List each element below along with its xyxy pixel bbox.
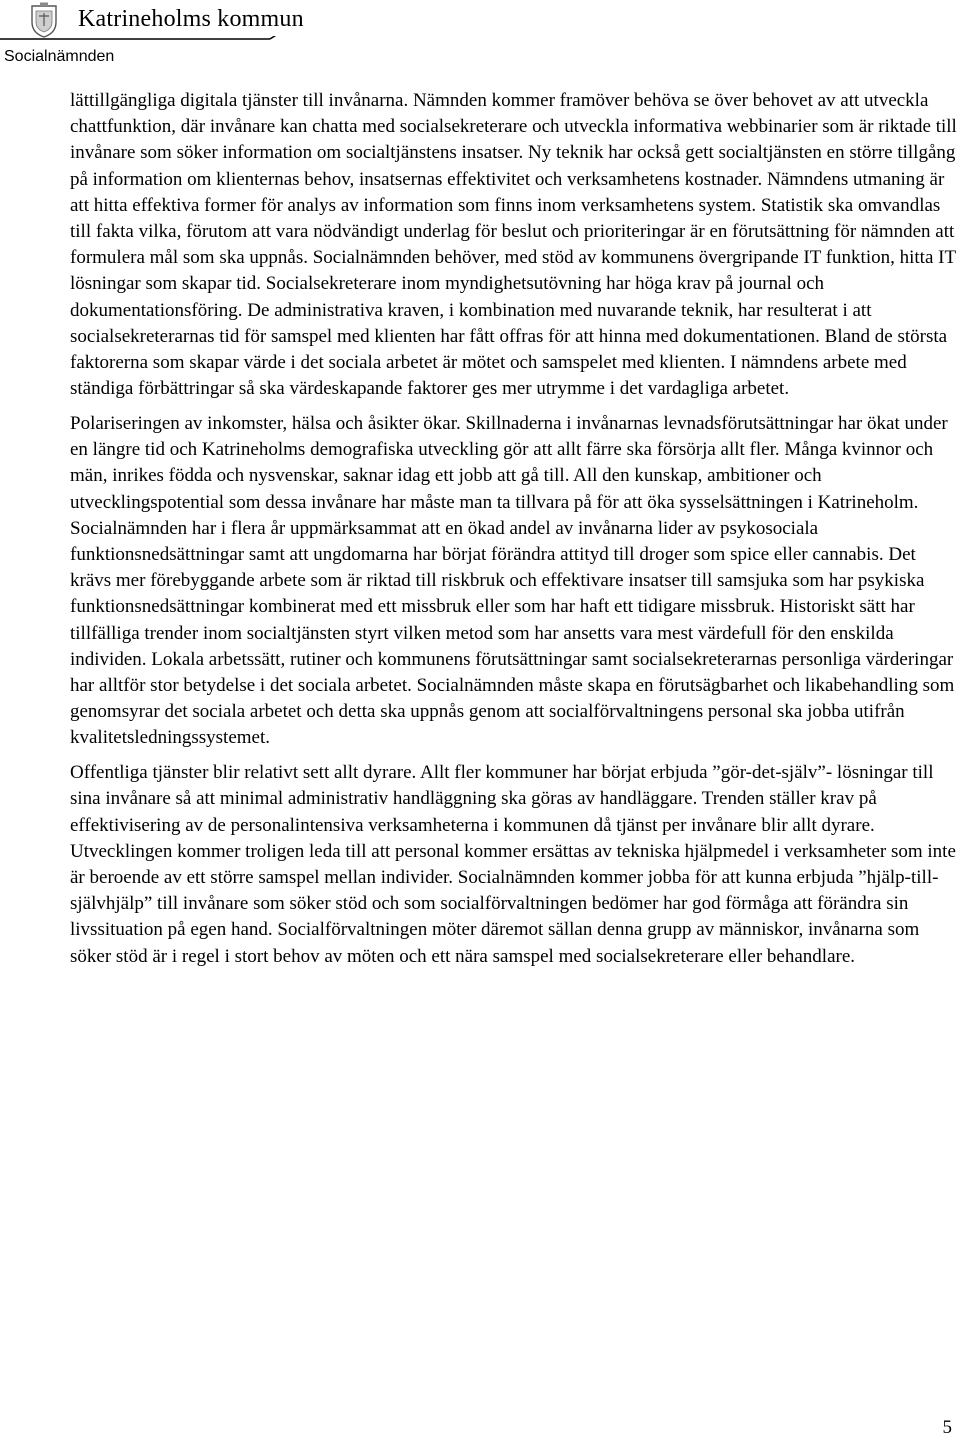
document-body	[70, 88, 960, 978]
department-name: Socialnämnden	[4, 48, 115, 65]
organization-name: Katrineholms kommun	[78, 6, 304, 32]
paragraph: lättillgängliga digitala tjänster till invånarna. Nämnden kommer framöver behöva se över behovet av att utveckla chattfunktion, där invånare kan chatta med socialsekreterare och utveckla informativa webbinarier som är riktade till invånare som söker information om socialtjänstens insatser. Ny teknik har också gett socialtjänsten en större tillgång på information om klienternas behov, insatsernas effektivitet och verksamhetens kostnader. Nämndens utmaning är att hitta effektiva former för analys av information som finns inom verksamhetens system. Statistik ska omvandlas till fakta vilka, förutom att vara nödvändigt underlag för beslut och prioriteringar är en förutsättning för nämnden att formulera mål som ska uppnås. Socialnämnden behöver, med stöd av kommunens övergripande IT funktion, hitta IT lösningar som skapar tid. Socialsekreterare inom myndighetsutövning har höga krav på journal och dokumentationsföring. De administrativa kraven, i kombination med nuvarande teknik, har resulterat i att socialsekreterarnas tid för samspel med klienten har fått offras för att hinna med dokumentationen. Bland de största faktorerna som skapar värde i det sociala arbetet är mötet och samspelet med klienten. I nämndens arbete med ständiga förbättringar så ska värdeskapande faktorer ges mer utrymme i det vardagliga arbetet.	[70, 90, 957, 400]
paragraph: Polariseringen av inkomster, hälsa och åsikter ökar. Skillnaderna i invånarnas levnadsförutsättningar har ökat under en längre tid och Katrineholms demografiska utveckling gör att allt färre ska försörja allt fler. Många kvinnor och män, inrikes födda och nysvenskar, saknar idag ett jobb att gå till. All den kunskap, ambitioner och utvecklingspotential som dessa invånare har måste man ta tillvara på för att öka sysselsättningen i Katrineholm. Socialnämnden har i flera år uppmärksammat att en ökad andel av invånarna lider av psykosociala funktionsnedsättningar samt att ungdomarna har börjat förändra attityd till droger som spice eller cannabis. Det krävs mer förebyggande arbete som är riktad till riskbruk och effektivare insatser till samsjuka som har psykiska funktionsnedsättningar kombinerat med ett missbruk eller som har haft ett tidigare missbruk. Historiskt sätt har tillfälliga trender inom socialtjänsten styrt vilken metod som har ansetts vara mest värdefull för den enskilda individen. Lokala arbetssätt, rutiner och kommunens förutsättningar samt socialsekreterarnas personliga värderingar har alltför stor betydelse i det sociala arbetet. Socialnämnden måste skapa en förutsägbarhet och likabehandling som genomsyrar det sociala arbetet och detta ska uppnås genom att socialförvaltningens personal ska jobba utifrån kvalitetsledningssystemet.	[70, 413, 955, 749]
page-number: 5	[942, 1417, 952, 1438]
header-rule	[0, 36, 290, 42]
page-header	[0, 0, 960, 70]
municipal-crest-icon	[30, 2, 58, 38]
paragraph: Offentliga tjänster blir relativt sett allt dyrare. Allt fler kommuner har börjat erbjuda ”gör-det-själv”- lösningar till sina invånare så att minimal administrativ handläggning ska göras av handläggare. Trenden ställer krav på effektivisering av de personalintensiva verksamheterna i kommunen då tjänst per invånare blir allt dyrare. Utvecklingen kommer troligen leda till att personal kommer ersättas av tekniska hjälpmedel i verksamheter som inte är beroende av ett större samspel mellan individer. Socialnämnden kommer jobba för att kunna erbjuda ”hjälp-till-självhjälp” till invånare som söker stöd och som socialförvaltningen bedömer har god förmåga att förändra sin livssituation på egen hand. Socialförvaltningen möter däremot sällan denna grupp av människor, invånarna som söker stöd är i regel i stort behov av möten och ett nära samspel med socialsekreterare eller behandlare.	[70, 762, 956, 967]
